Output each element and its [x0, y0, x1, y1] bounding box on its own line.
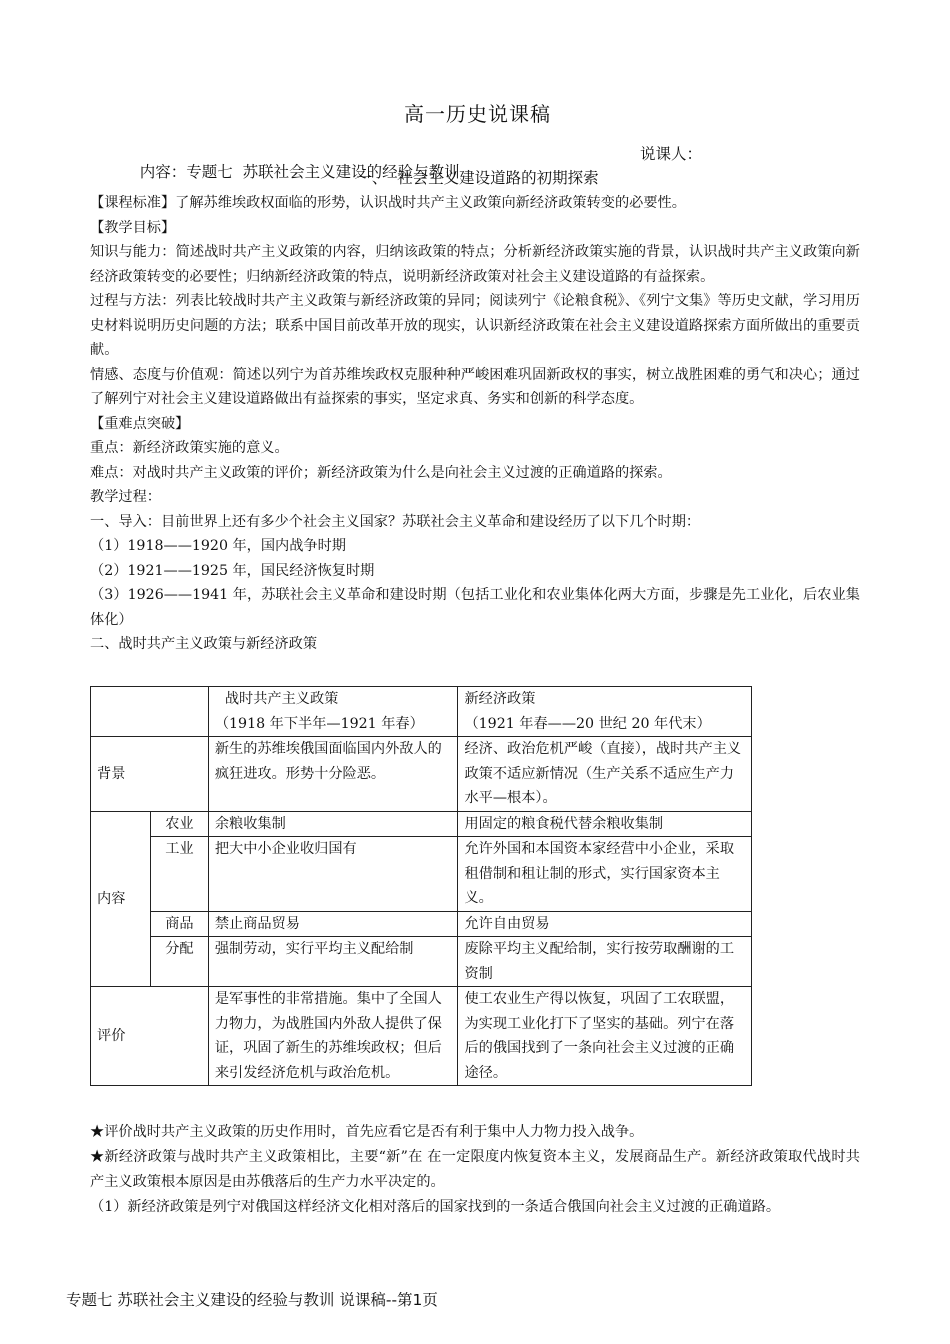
heading-policy-comparison: 二、战时共产主义政策与新经济政策: [90, 636, 318, 652]
content-topic: 内容：专题七 苏联社会主义建设的经验与教训: [139, 163, 460, 181]
header-period: （1921 年春——20 世纪 20 年代末）: [464, 715, 711, 732]
table-cell: 允许外国和本国资本家经营中小企业，采取租借制和租让制的形式，实行国家资本主义。: [458, 837, 752, 912]
table-cell: 经济、政治危机严峻（直接），战时共产主义政策不适应新情况（生产关系不适应生产力水平—根本）。: [458, 737, 752, 812]
table-cell: 新生的苏维埃俄国面临国内外敌人的疯狂进攻。形势十分险恶。: [208, 737, 458, 812]
paragraph-course-standard: 【课程标准】了解苏维埃政权面临的形势，认识战时共产主义政策向新经济政策转变的必要性。: [90, 195, 686, 211]
table-cell: 禁止商品贸易: [208, 911, 458, 937]
table-cell: 把大中小企业收归国有: [208, 837, 458, 912]
table-row: [91, 837, 752, 912]
paragraph-intro: 一、导入：目前世界上还有多少个社会主义国家？苏联社会主义革命和建设经历了以下几个时期：: [90, 513, 701, 530]
list-item-period-3: （3）1926——1941 年，苏联社会主义革命和建设时期（包括工业化和农业集体化两大方面，步骤是先工业化，后农业集体化）: [90, 587, 860, 628]
table-cell: 是军事性的非常措施。集中了全国人力物力，为战胜国内外敌人提供了保证，巩固了新生的苏维埃政权；但后来引发经济危机与政治危机。: [208, 987, 458, 1086]
note-new-policy: ★新经济政策与战时共产主义政策相比，主要“新”在 在一定限度内恢复资本主义，发展商品生产。新经济政策取代战时共产主义政策根本原因是由苏俄落后的生产力水平决定的。: [90, 1149, 860, 1190]
sub-label: 商品: [150, 911, 208, 937]
table-row: [91, 737, 752, 812]
row-label-background: 背景: [91, 737, 209, 812]
header-period: （1918 年下半年—1921 年春）: [214, 715, 424, 732]
page-footer: 专题七 苏联社会主义建设的经验与教训 说课稿--第1页: [66, 1291, 438, 1309]
section-heading: 一、 社会主义建设道路的初期探索: [356, 169, 599, 187]
header-title: 战时共产主义政策: [224, 691, 339, 707]
table-header-nep: [458, 687, 752, 737]
table-header-row: [91, 687, 752, 737]
table-cell: 允许自由贸易: [458, 911, 752, 937]
list-item-period-2: （2）1921——1925 年，国民经济恢复时期: [90, 562, 375, 579]
speaker-label: 说课人：: [640, 145, 703, 163]
table-row: [91, 911, 752, 937]
paragraph-key-point: 重点：新经济政策实施的意义。: [90, 440, 289, 456]
table-row: [91, 811, 752, 837]
heading-teaching-goals: 【教学目标】: [90, 219, 176, 236]
heading-key-points: 【重难点突破】: [90, 415, 190, 432]
table-header-war-communism: [208, 687, 458, 737]
table-cell: 使工农业生产得以恢复，巩固了工农联盟，为实现工业化打下了坚实的基础。列宁在落后的俄国找到了一条向社会主义过渡的正确途径。: [458, 987, 752, 1086]
body-text: [90, 191, 860, 657]
table-row: [91, 987, 752, 1086]
policy-comparison-table: [90, 686, 752, 1086]
paragraph-process: 过程与方法：列表比较战时共产主义政策与新经济政策的异同；阅读列宁《论粮食税》、《列宁文集》等历史文献，学习用历史材料说明历史问题的方法；联系中国目前改革开放的现实，认识新经济政策在社会主义建设道路探索方面所做出的重要贡献。: [90, 293, 860, 358]
table-row: [91, 937, 752, 987]
list-item-period-1: （1）1918——1920 年，国内战争时期: [90, 538, 346, 554]
paragraph-conclusion-1: （1）新经济政策是列宁对俄国这样经济文化相对落后的国家找到的一条适合俄国向社会主义过渡的正确道路。: [90, 1199, 781, 1215]
note-evaluation: ★评价战时共产主义政策的历史作用时，首先应看它是否有利于集中人力物力投入战争。: [90, 1124, 644, 1140]
table-cell: 强制劳动，实行平均主义配给制: [208, 937, 458, 987]
paragraph-difficulty: 难点：对战时共产主义政策的评价；新经济政策为什么是向社会主义过渡的正确道路的探索。: [90, 464, 672, 481]
paragraph-knowledge: 知识与能力：简述战时共产主义政策的内容，归纳该政策的特点；分析新经济政策实施的背景，认识战时共产主义政策向新经济政策转变的必要性；归纳新经济政策的特点，说明新经济政策对社会主义建设道路的有益探索。: [90, 244, 860, 285]
sub-label: 分配: [150, 937, 208, 987]
paragraph-emotion: 情感、态度与价值观：简述以列宁为首苏维埃政权克服种种严峻困难巩固新政权的事实，树立战胜困难的勇气和决心；通过了解列宁对社会主义建设道路做出有益探索的事实，坚定求真、务实和创新的科学态度。: [90, 366, 860, 407]
paragraph-teaching-process: 教学过程：: [90, 489, 161, 505]
row-label-evaluation: 评价: [91, 987, 209, 1086]
document-title: 高一历史说课稿: [404, 102, 551, 126]
table-corner-cell: [91, 687, 209, 737]
row-label-content: 内容: [91, 811, 151, 987]
table-cell: 废除平均主义配给制，实行按劳取酬谢的工资制: [458, 937, 752, 987]
header-title: 新经济政策: [464, 691, 536, 707]
sub-label: 工业: [150, 837, 208, 912]
sub-label: 农业: [150, 811, 208, 837]
table-cell: 用固定的粮食税代替余粮收集制: [458, 811, 752, 837]
table-cell: 余粮收集制: [208, 811, 458, 837]
post-table-text: [90, 1120, 860, 1220]
